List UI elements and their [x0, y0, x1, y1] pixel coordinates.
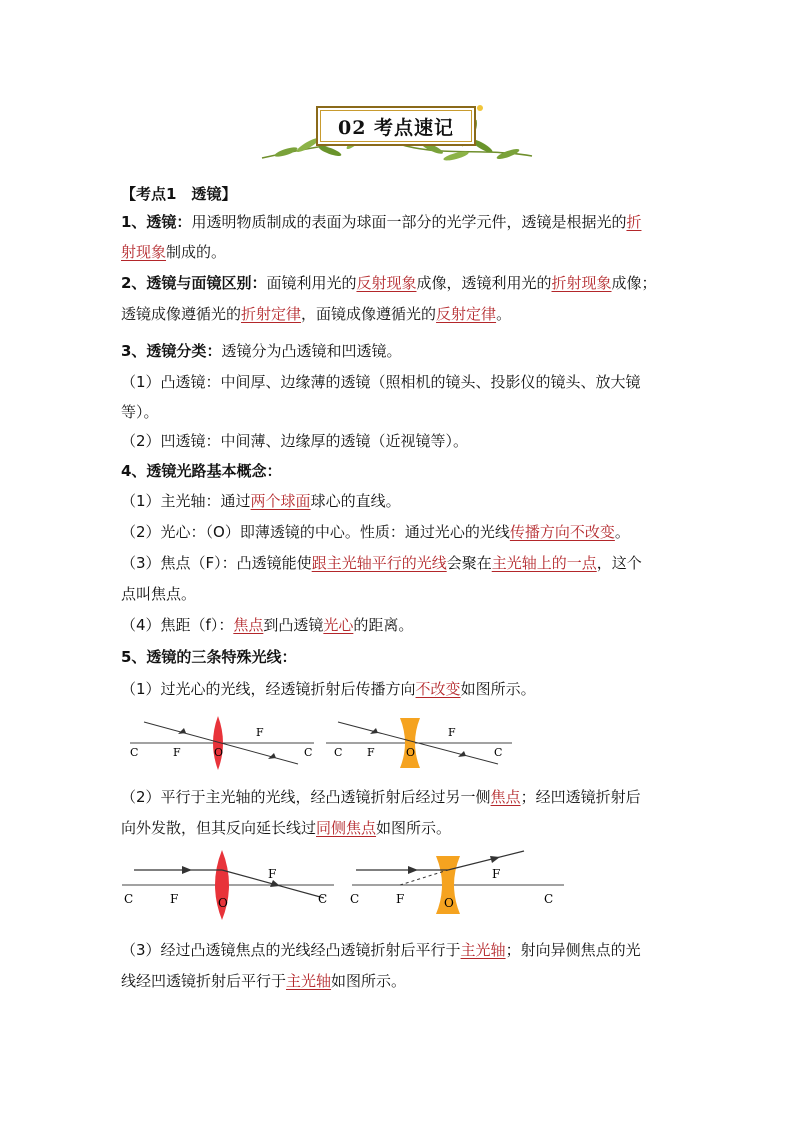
p4-sub4: [121, 615, 681, 635]
p2-text4: 透镜成像遵循光的: [121, 305, 242, 323]
label-o: O: [444, 896, 454, 910]
label-o: O: [406, 746, 416, 759]
p5-s2-text2: ；经凹透镜折射后: [520, 788, 641, 806]
p3-sub1b: 等）。: [121, 403, 159, 421]
title-banner: [256, 96, 538, 176]
p5-sub1: [121, 679, 681, 699]
p1-label: 1、透镜：: [121, 213, 192, 231]
p2-underline3: 折射定律: [241, 305, 302, 323]
p1-underline1: 折: [626, 213, 642, 231]
p5-sub3-line2: [121, 971, 681, 991]
p2-underline4: 反射定律: [436, 305, 497, 323]
p5-s2-text3: 向外发散，但其反向延长线过: [121, 819, 317, 837]
p4-s3-text2: 会聚在: [446, 554, 492, 572]
arrow-icon: [178, 728, 186, 734]
title-box: [316, 106, 476, 146]
p5-s3-text2: ；射向异侧焦点的光: [505, 941, 641, 959]
p4-s3-underline1: 跟主光轴平行的光线: [311, 554, 447, 572]
label-o: O: [218, 896, 228, 910]
label-c: C: [130, 746, 139, 759]
p1-text2: 制成的。: [166, 243, 227, 261]
p4-s1-underline: 两个球面: [250, 492, 311, 510]
p2-line2: [121, 304, 681, 324]
p5-s3-text: （3）经过凸透镜焦点的光线经凸透镜折射后平行于: [121, 941, 461, 959]
p2-underline2: 折射现象: [551, 274, 612, 292]
label-c: C: [124, 892, 134, 906]
label-f: F: [492, 867, 501, 881]
label-f: F: [448, 726, 456, 739]
p5-s3-underline2: 主光轴: [286, 972, 332, 990]
figure-center-rays: [126, 712, 516, 774]
p5-s2-text4: 如图所示。: [376, 819, 452, 837]
p4-s2-underline: 传播方向不改变: [509, 523, 615, 541]
label-c: C: [544, 892, 554, 906]
label-f: F: [256, 726, 264, 739]
label-o: O: [214, 746, 224, 759]
p5-s1-underline: 不改变: [415, 680, 461, 698]
p5-s1-text: （1）过光心的光线，经透镜折射后传播方向: [121, 680, 416, 698]
label-c: C: [318, 892, 328, 906]
p1-text1: 用透明物质制成的表面为球面一部分的光学元件，透镜是根据光的: [191, 213, 627, 231]
p3-line1: [121, 341, 681, 361]
label-c: C: [304, 746, 313, 759]
p4-s4-text3: 的距离。: [353, 616, 414, 634]
p4-s2-text2: 。: [614, 523, 630, 541]
p5-sub2-line1: [121, 787, 681, 807]
p4-s2-text: （2）光心：（O）即薄透镜的中心。性质：通过光心的光线: [121, 523, 510, 541]
label-f: F: [173, 746, 181, 759]
p3-sub2: （2）凹透镜：中间薄、边缘厚的透镜（近视镜等）。: [121, 432, 469, 450]
arrow-icon: [270, 880, 280, 887]
p4-s4-text2: 到凸透镜: [263, 616, 324, 634]
p4-sub3: [121, 553, 681, 573]
arrow-icon: [408, 866, 418, 874]
p4-label: 4、透镜光路基本概念：: [121, 462, 282, 480]
p5-s2-underline1: 焦点: [490, 788, 521, 806]
extension-line: [400, 870, 448, 885]
p4-s4-text: （4）焦距（f）：: [121, 616, 234, 634]
label-f: F: [268, 867, 277, 881]
p2-text6: 。: [496, 305, 512, 323]
p2-underline1: 反射现象: [356, 274, 417, 292]
label-c: C: [334, 746, 343, 759]
p1-underline2: 射现象: [121, 243, 167, 261]
section-heading: 【考点1 透镜】: [121, 185, 237, 203]
p1-line2: [121, 242, 681, 262]
p4-sub1: [121, 491, 681, 511]
label-c: C: [350, 892, 360, 906]
p5-sub2-line2: [121, 818, 681, 838]
p2-text1: 面镜利用光的: [266, 274, 357, 292]
p3-label: 3、透镜分类：: [121, 342, 222, 360]
arrow-icon: [182, 866, 192, 874]
p2-text3: 成像；: [611, 274, 657, 292]
ray: [448, 851, 524, 870]
p4-s1-text2: 球心的直线。: [310, 492, 401, 510]
p5-s2-underline2: 同侧焦点: [316, 819, 377, 837]
p2-line1: [121, 273, 681, 293]
p5-s3-text3: 线经凹透镜折射后平行于: [121, 972, 287, 990]
arrow-icon: [490, 856, 500, 863]
label-f: F: [396, 892, 405, 906]
p2-label: 2、透镜与面镜区别：: [121, 274, 267, 292]
page-title: 02 考点速记: [337, 117, 455, 139]
figure-parallel-rays: [120, 848, 570, 920]
p4-s3-text: （3）焦点（F）：凸透镜能使: [121, 554, 312, 572]
p4-s4-underline2: 光心: [323, 616, 354, 634]
p3-sub1a: （1）凸透镜：中间厚、边缘薄的透镜（照相机的镜头、投影仪的镜头、放大镜: [121, 373, 641, 391]
p4-s1-text: （1）主光轴：通过: [121, 492, 251, 510]
p4-sub3-cont: 点叫焦点。: [121, 585, 197, 603]
label-c: C: [494, 746, 503, 759]
label-f: F: [367, 746, 375, 759]
p4-sub2: [121, 522, 681, 542]
p5-sub3-line1: [121, 940, 681, 960]
p4-s4-underline1: 焦点: [233, 616, 264, 634]
p2-text5: ，面镜成像遵循光的: [301, 305, 437, 323]
p4-s3-underline2: 主光轴上的一点: [491, 554, 597, 572]
p5-label: 5、透镜的三条特殊光线：: [121, 648, 297, 666]
label-f: F: [170, 892, 179, 906]
p4-s3-text3: ，这个: [596, 554, 642, 572]
p2-text2: 成像，透镜利用光的: [416, 274, 552, 292]
p5-s3-text4: 如图所示。: [331, 972, 407, 990]
p5-s2-text: （2）平行于主光轴的光线，经凸透镜折射后经过另一侧: [121, 788, 491, 806]
p5-s1-text2: 如图所示。: [460, 680, 536, 698]
p1-line1: [121, 212, 681, 232]
p3-text1: 透镜分为凸透镜和凹透镜。: [221, 342, 402, 360]
p5-s3-underline1: 主光轴: [460, 941, 506, 959]
